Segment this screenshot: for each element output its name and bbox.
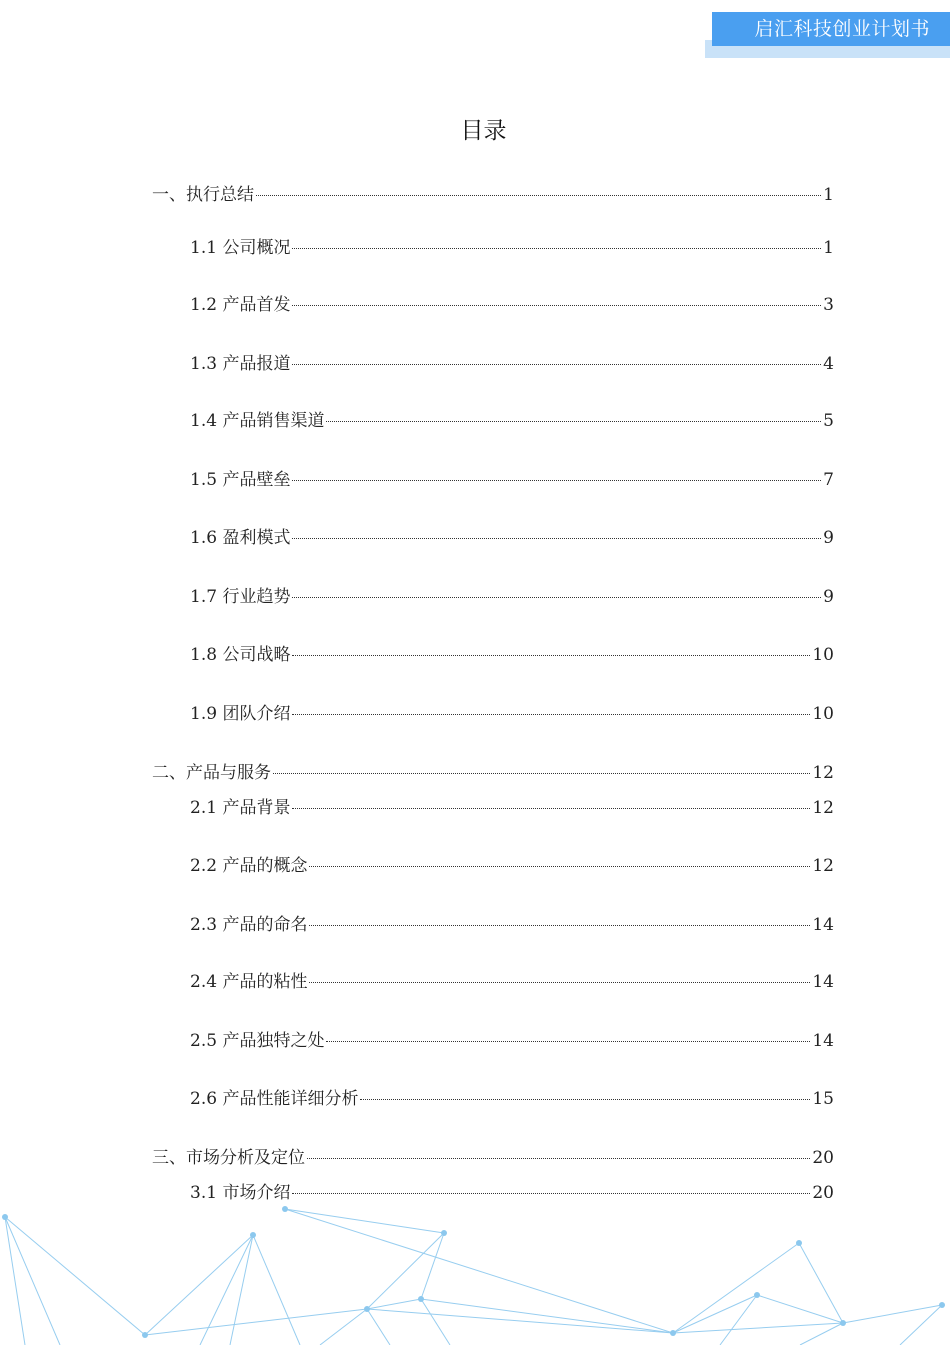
toc-entry-label: 2.5 产品独特之处 [190, 1031, 325, 1051]
toc-entry-label: 1.9 团队介绍 [190, 704, 291, 724]
toc-leader-dots [292, 597, 821, 598]
toc-leader-dots [292, 1193, 810, 1194]
toc-entry[interactable] [190, 582, 834, 608]
toc-entry-label: 1.4 产品销售渠道 [190, 411, 325, 431]
toc-entry-page: 10 [812, 645, 834, 665]
toc-entry-page: 4 [823, 354, 834, 374]
toc-entry-page: 9 [823, 587, 834, 607]
toc-entry[interactable] [190, 465, 834, 491]
toc-entry-page: 20 [812, 1183, 834, 1203]
toc-leader-dots [292, 248, 821, 249]
toc-entry[interactable] [190, 967, 834, 993]
toc-entry-page: 1 [823, 238, 834, 258]
toc-entry-page: 12 [812, 798, 834, 818]
toc-entry-label: 2.1 产品背景 [190, 798, 291, 818]
toc-entry[interactable] [190, 640, 834, 666]
toc-leader-dots [292, 364, 821, 365]
toc-entry-label: 三、市场分析及定位 [152, 1148, 305, 1168]
toc-entry-page: 14 [812, 915, 834, 935]
toc-entry-page: 14 [812, 972, 834, 992]
toc-entry[interactable] [190, 1084, 834, 1110]
toc-entry-label: 3.1 市场介绍 [190, 1183, 291, 1203]
header-doc-title: 启汇科技创业计划书 [712, 12, 950, 46]
toc-entry[interactable] [152, 758, 834, 784]
toc-leader-dots [292, 655, 810, 656]
toc-entry-label: 1.1 公司概况 [190, 238, 291, 258]
toc-entry[interactable] [152, 180, 834, 206]
toc-entry[interactable] [190, 1026, 834, 1052]
toc-leader-dots [309, 866, 810, 867]
toc-entry-page: 20 [812, 1148, 834, 1168]
toc-entry[interactable] [190, 910, 834, 936]
toc-entry-label: 2.3 产品的命名 [190, 915, 308, 935]
toc-entry-page: 12 [812, 856, 834, 876]
toc-leader-dots [309, 925, 810, 926]
toc-leader-dots [273, 773, 810, 774]
toc-entry-page: 1 [823, 185, 834, 205]
toc-entry-label: 1.8 公司战略 [190, 645, 291, 665]
toc-entry[interactable] [190, 793, 834, 819]
toc-entry[interactable] [190, 523, 834, 549]
toc-leader-dots [292, 305, 821, 306]
toc-entry-label: 二、产品与服务 [152, 763, 271, 783]
toc-entry-label: 2.2 产品的概念 [190, 856, 308, 876]
toc-leader-dots [256, 195, 821, 196]
toc-entry[interactable] [190, 851, 834, 877]
toc-entry-page: 3 [823, 295, 834, 315]
toc-entry[interactable] [190, 349, 834, 375]
toc-leader-dots [309, 982, 810, 983]
toc-entry[interactable] [152, 1143, 834, 1169]
toc-entry-label: 1.7 行业趋势 [190, 587, 291, 607]
toc-entry-page: 14 [812, 1031, 834, 1051]
toc-entry-label: 2.4 产品的粘性 [190, 972, 308, 992]
toc-entry[interactable] [190, 699, 834, 725]
toc-leader-dots [360, 1099, 810, 1100]
toc-entry-label: 一、执行总结 [152, 185, 254, 205]
toc-entry-label: 1.3 产品报道 [190, 354, 291, 374]
toc-leader-dots [292, 808, 810, 809]
toc-entry-page: 5 [823, 411, 834, 431]
toc-leader-dots [307, 1158, 810, 1159]
toc-entry-label: 1.5 产品壁垒 [190, 470, 291, 490]
toc-leader-dots [326, 1041, 810, 1042]
toc-leader-dots [326, 421, 821, 422]
toc-entry-page: 10 [812, 704, 834, 724]
toc-leader-dots [292, 538, 821, 539]
toc-leader-dots [292, 714, 810, 715]
toc-title: 目录 [460, 118, 507, 144]
toc-entry-page: 15 [812, 1089, 834, 1109]
toc-entry-label: 1.6 盈利模式 [190, 528, 291, 548]
toc-entry-page: 9 [823, 528, 834, 548]
toc-entry[interactable] [190, 233, 834, 259]
toc-entry[interactable] [190, 406, 834, 432]
network-lines-icon [0, 1195, 950, 1345]
toc-entry-label: 1.2 产品首发 [190, 295, 291, 315]
toc-entry-label: 2.6 产品性能详细分析 [190, 1089, 359, 1109]
toc-entry-page: 7 [823, 470, 834, 490]
toc-entry[interactable] [190, 290, 834, 316]
toc-entry-page: 12 [812, 763, 834, 783]
toc-leader-dots [292, 480, 821, 481]
